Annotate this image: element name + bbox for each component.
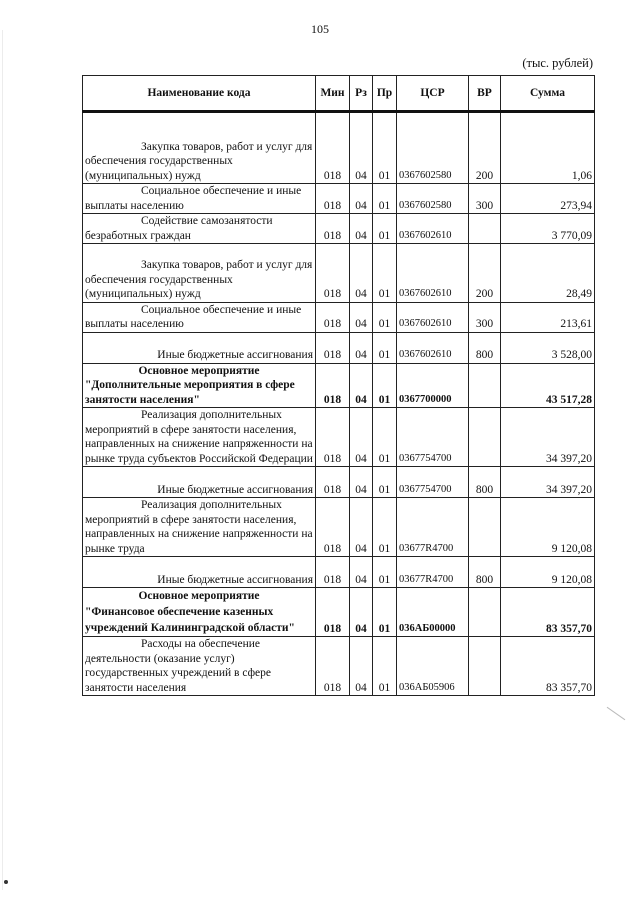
row-sum: 28,49: [501, 244, 595, 303]
row-vr: [469, 637, 501, 696]
row-name-title: "Финансовое обеспечение казенных учреждений Калининградской области": [85, 606, 295, 634]
row-min: 018: [316, 214, 350, 244]
row-sum: 34 397,20: [501, 467, 595, 498]
row-vr: 800: [469, 332, 501, 363]
header-name: Наименование кода: [83, 76, 316, 112]
row-sum: 9 120,08: [501, 498, 595, 557]
row-csr: 0367754700: [397, 467, 469, 498]
row-csr: 0367602610: [397, 244, 469, 303]
row-rz: 04: [350, 498, 373, 557]
row-name: [83, 363, 316, 408]
row-csr: 036АБ05906: [397, 637, 469, 696]
row-min: 018: [316, 557, 350, 588]
row-pr: 01: [373, 302, 397, 332]
row-min: 018: [316, 302, 350, 332]
table-row: [83, 302, 595, 332]
row-pr: 01: [373, 408, 397, 467]
header-pr: Пр: [373, 76, 397, 112]
row-sum: 1,06: [501, 112, 595, 184]
table-header-row: [83, 76, 595, 112]
row-csr: 036АБ00000: [397, 588, 469, 637]
row-name: Реализация дополнительных мероприятий в сфере занятости населения, направленных на снижение напряженности на рынке труда субъектов Российской Федерации: [83, 408, 316, 467]
table-row: [83, 467, 595, 498]
row-vr: [469, 408, 501, 467]
row-pr: 01: [373, 557, 397, 588]
header-csr: ЦСР: [397, 76, 469, 112]
row-name: Иные бюджетные ассигнования: [83, 467, 316, 498]
row-vr: [469, 588, 501, 637]
table-row: [83, 408, 595, 467]
row-name-text: Закупка товаров, работ и услуг для обеспечения государственных (муниципальных) нужд: [85, 140, 313, 182]
row-rz: 04: [350, 408, 373, 467]
table-row: [83, 244, 595, 303]
row-name: Иные бюджетные ассигнования: [83, 557, 316, 588]
scan-edge-line: [2, 30, 3, 890]
row-rz: 04: [350, 184, 373, 214]
scan-artifact-stroke: [607, 707, 626, 720]
row-name: [83, 588, 316, 637]
row-vr: [469, 214, 501, 244]
row-csr: 0367602580: [397, 184, 469, 214]
row-rz: 04: [350, 214, 373, 244]
row-pr: 01: [373, 332, 397, 363]
row-sum: 43 517,28: [501, 363, 595, 408]
header-sum: Сумма: [501, 76, 595, 112]
budget-table: [82, 75, 595, 696]
table-row: [83, 557, 595, 588]
header-min: Мин: [316, 76, 350, 112]
row-vr: 200: [469, 244, 501, 303]
row-name: Социальное обеспечение и иные выплаты населению: [83, 302, 316, 332]
row-sum: 83 357,70: [501, 588, 595, 637]
row-pr: 01: [373, 637, 397, 696]
row-pr: 01: [373, 112, 397, 184]
scan-edge-mark: [4, 880, 8, 884]
row-min: 018: [316, 244, 350, 303]
row-vr: 800: [469, 467, 501, 498]
row-rz: 04: [350, 637, 373, 696]
table-row: [83, 184, 595, 214]
row-rz: 04: [350, 467, 373, 498]
table-row: [83, 637, 595, 696]
row-vr: 200: [469, 112, 501, 184]
table-row: [83, 214, 595, 244]
row-name: Содействие самозанятости безработных граждан: [83, 214, 316, 244]
row-pr: 01: [373, 498, 397, 557]
row-csr: 03677R4700: [397, 557, 469, 588]
row-name-heading: Основное мероприятие: [138, 590, 260, 602]
table-row-main-activity: [83, 363, 595, 408]
row-sum: 273,94: [501, 184, 595, 214]
row-sum: 3 528,00: [501, 332, 595, 363]
row-csr: 0367602610: [397, 214, 469, 244]
row-min: 018: [316, 184, 350, 214]
row-csr: 0367602610: [397, 302, 469, 332]
row-csr: 03677R4700: [397, 498, 469, 557]
row-name: [83, 112, 316, 184]
row-csr: 0367602580: [397, 112, 469, 184]
row-rz: 04: [350, 244, 373, 303]
row-min: 018: [316, 588, 350, 637]
header-vr: ВР: [469, 76, 501, 112]
row-min: 018: [316, 112, 350, 184]
row-min: 018: [316, 467, 350, 498]
row-sum: 83 357,70: [501, 637, 595, 696]
row-sum: 9 120,08: [501, 557, 595, 588]
row-name: Социальное обеспечение и иные выплаты населению: [83, 184, 316, 214]
table-row: [83, 112, 595, 184]
table-row: [83, 332, 595, 363]
row-vr: 300: [469, 184, 501, 214]
table-row: [83, 498, 595, 557]
row-csr: 0367754700: [397, 408, 469, 467]
row-rz: 04: [350, 363, 373, 408]
row-rz: 04: [350, 332, 373, 363]
row-pr: 01: [373, 363, 397, 408]
row-rz: 04: [350, 557, 373, 588]
row-csr: 0367602610: [397, 332, 469, 363]
row-min: 018: [316, 363, 350, 408]
row-vr: [469, 498, 501, 557]
row-name-title: "Дополнительные мероприятия в сфере занятости населения": [85, 379, 295, 406]
row-pr: 01: [373, 244, 397, 303]
row-min: 018: [316, 332, 350, 363]
row-rz: 04: [350, 112, 373, 184]
row-pr: 01: [373, 467, 397, 498]
row-sum: 34 397,20: [501, 408, 595, 467]
row-sum: 3 770,09: [501, 214, 595, 244]
row-name: Реализация дополнительных мероприятий в сфере занятости населения, направленных на снижение напряженности на рынке труда: [83, 498, 316, 557]
row-vr: 800: [469, 557, 501, 588]
units-label: (тыс. рублей): [522, 56, 593, 70]
row-min: 018: [316, 498, 350, 557]
row-vr: 300: [469, 302, 501, 332]
row-csr: 0367700000: [397, 363, 469, 408]
row-vr: [469, 363, 501, 408]
row-name: Расходы на обеспечение деятельности (оказание услуг) государственных учреждений в сфере занятости населения: [83, 637, 316, 696]
row-name-heading: Основное мероприятие: [138, 364, 260, 377]
page-number: 105: [311, 22, 329, 36]
header-rz: Рз: [350, 76, 373, 112]
row-min: 018: [316, 408, 350, 467]
row-sum: 213,61: [501, 302, 595, 332]
row-name: Иные бюджетные ассигнования: [83, 332, 316, 363]
row-pr: 01: [373, 588, 397, 637]
row-rz: 04: [350, 588, 373, 637]
row-rz: 04: [350, 302, 373, 332]
row-pr: 01: [373, 214, 397, 244]
table-row-main-activity: [83, 588, 595, 637]
row-name: Закупка товаров, работ и услуг для обеспечения государственных (муниципальных) нужд: [83, 244, 316, 303]
row-pr: 01: [373, 184, 397, 214]
row-min: 018: [316, 637, 350, 696]
